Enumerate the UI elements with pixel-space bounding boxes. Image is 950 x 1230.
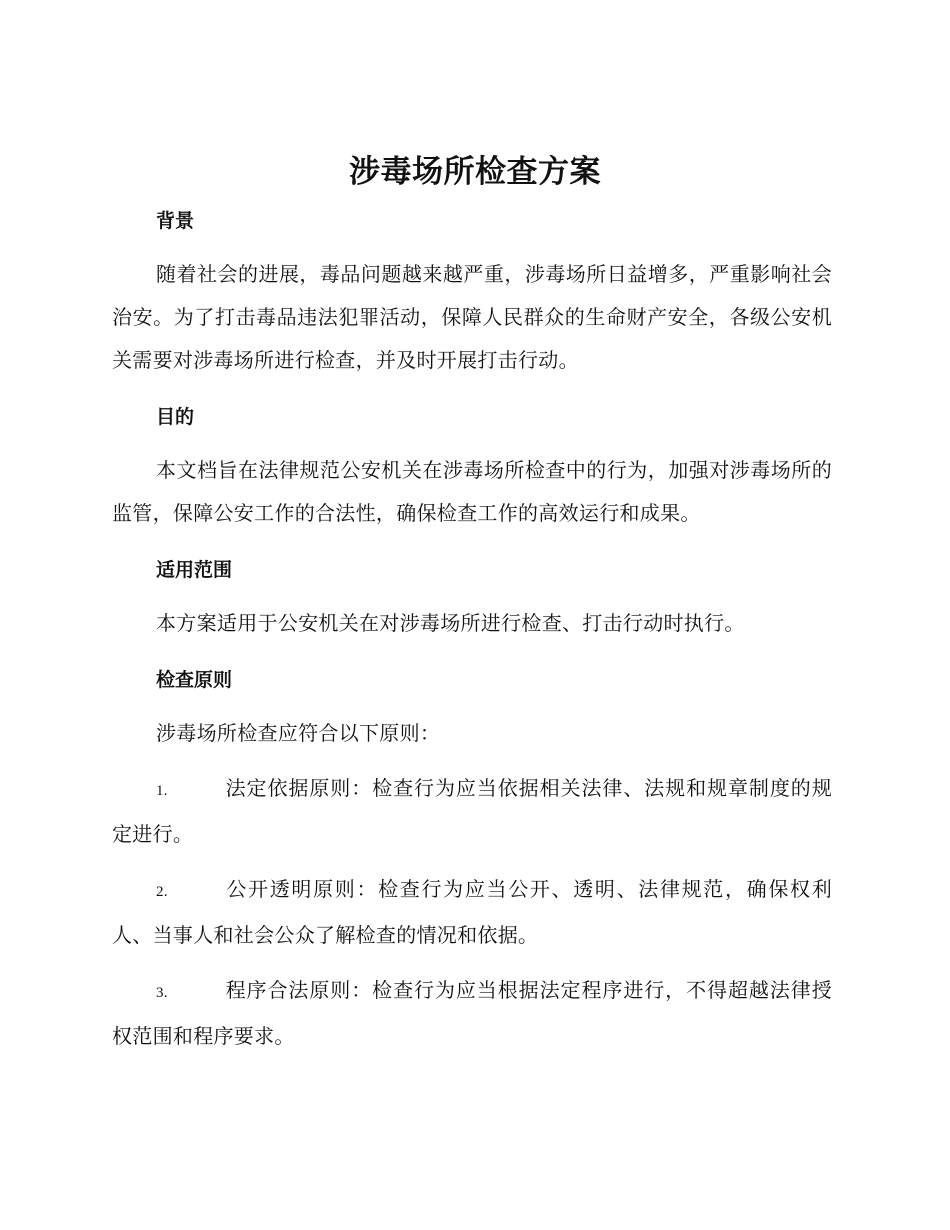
list-item-text: 公开透明原则：检查行为应当公开、透明、法律规范，确保权利人、当事人和社会公众了解检查的情况和依据。 <box>112 877 832 947</box>
section-background <box>112 204 832 382</box>
list-item <box>112 969 832 1058</box>
list-item-number: 2. <box>156 884 168 900</box>
purpose-paragraph: 本文档旨在法律规范公安机关在涉毒场所检查中的行为，加强对涉毒场所的监管，保障公安工作的合法性，确保检查工作的高效运行和成果。 <box>112 458 832 525</box>
list-item <box>112 767 832 856</box>
scope-paragraph: 本方案适用于公安机关在对涉毒场所进行检查、打击行动时执行。 <box>156 611 745 635</box>
list-item-number: 3. <box>156 985 168 1001</box>
section-scope <box>112 553 832 645</box>
section-heading-principles: 检查原则 <box>156 669 233 691</box>
document-body <box>112 204 832 1058</box>
section-purpose <box>112 400 832 535</box>
section-principles <box>112 663 832 1058</box>
section-heading-purpose: 目的 <box>156 406 195 428</box>
list-item <box>112 868 832 957</box>
background-paragraph: 随着社会的进展，毒品问题越来越严重，涉毒场所日益增多，严重影响社会治安。为了打击毒品违法犯罪活动，保障人民群众的生命财产安全，各级公安机关需要对涉毒场所进行检查，并及时开展打击行动。 <box>112 262 832 372</box>
document-title: 涉毒场所检查方案 <box>349 154 601 190</box>
list-item-text: 程序合法原则：检查行为应当根据法定程序进行，不得超越法律授权范围和程序要求。 <box>112 978 832 1048</box>
section-heading-scope: 适用范围 <box>156 559 233 581</box>
list-item-text: 法定依据原则：检查行为应当依据相关法律、法规和规章制度的规定进行。 <box>112 776 832 846</box>
section-heading-background: 背景 <box>156 210 195 232</box>
principles-intro: 涉毒场所检查应符合以下原则： <box>156 721 441 745</box>
list-item-number: 1. <box>156 783 168 799</box>
